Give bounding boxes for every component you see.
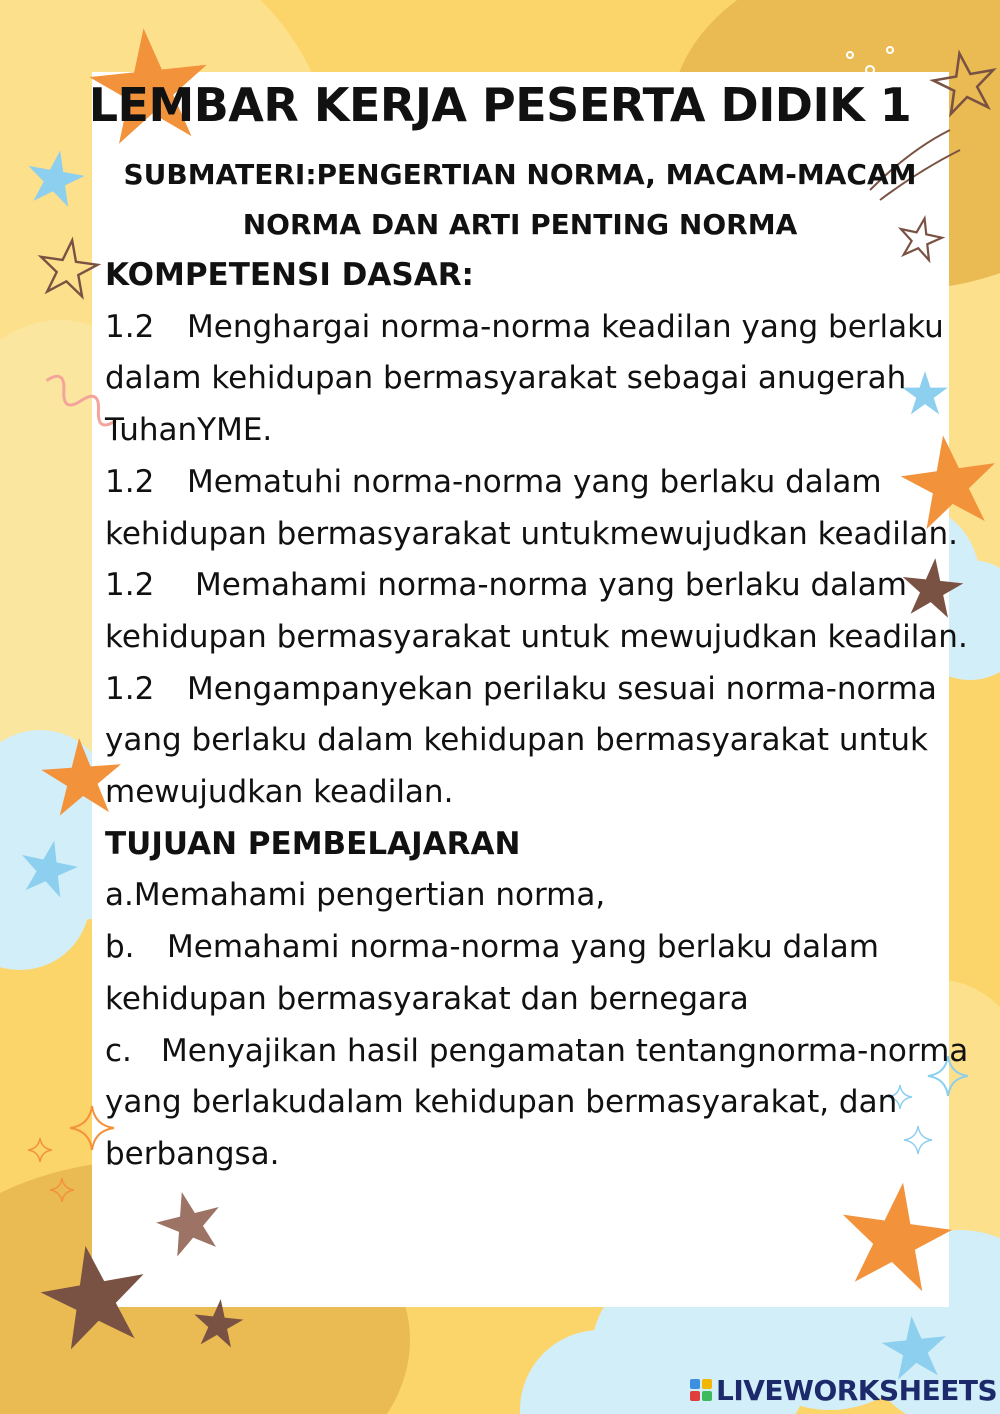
tujuan-item-c [105,1026,995,1181]
kompetensi-heading: KOMPETENSI DASAR: [105,257,474,293]
kompetensi-number: 1.2 [105,463,155,500]
kompetensi-item-2 [105,457,995,560]
worksheet-title: LEMBAR KERJA PESERTA DIDIK 1 [88,78,912,132]
kompetensi-item-4 [105,664,995,819]
worksheet-content [105,250,995,1181]
tujuan-text: a.Memahami pengertian norma, [105,877,606,914]
tujuan-text: Menyajikan hasil pengamatan tentangnorma-norma yang berlakudalam kehidupan bermasyarakat, dan berbangsa. [105,1032,969,1172]
kompetensi-text: Menghargai norma-norma keadilan yang berlaku dalam kehidupan bermasyarakat sebagai anugerah TuhanYME. [105,308,944,449]
tujuan-heading: TUJUAN PEMBELAJARAN [105,825,521,862]
kompetensi-item-3 [105,560,1000,663]
tujuan-item-b [105,922,995,1025]
liveworksheets-logo-icon [690,1379,712,1401]
tujuan-text: Memahami norma-norma yang berlaku dalam kehidupan bermasyarakat dan bernegara [105,929,879,1017]
tujuan-item-a [105,870,995,922]
kompetensi-text: Mengampanyekan perilaku sesuai norma-norma yang berlaku dalam kehidupan bermasyarakat untuk mewujudkan keadilan. [105,670,937,811]
liveworksheets-logo [690,1372,997,1408]
brand-name: LIVEWORKSHEETS [716,1373,998,1407]
tujuan-label: b. [105,929,135,966]
tujuan-label: c. [105,1032,132,1069]
kompetensi-text: Mematuhi norma-norma yang berlaku dalam kehidupan bermasyarakat untukmewujudkan keadilan. [105,463,958,552]
kompetensi-text: Memahami norma-norma yang berlaku dalam kehidupan bermasyarakat untuk mewujudkan keadilan. [105,567,968,655]
worksheet-subtitle: SUBMATERI:PENGERTIAN NORMA, MACAM-MACAM NORMA DAN ARTI PENTING NORMA [123,158,917,241]
kompetensi-number: 1.2 [105,567,155,604]
kompetensi-item-1 [105,302,995,457]
kompetensi-number: 1.2 [105,670,155,707]
kompetensi-number: 1.2 [105,308,155,345]
